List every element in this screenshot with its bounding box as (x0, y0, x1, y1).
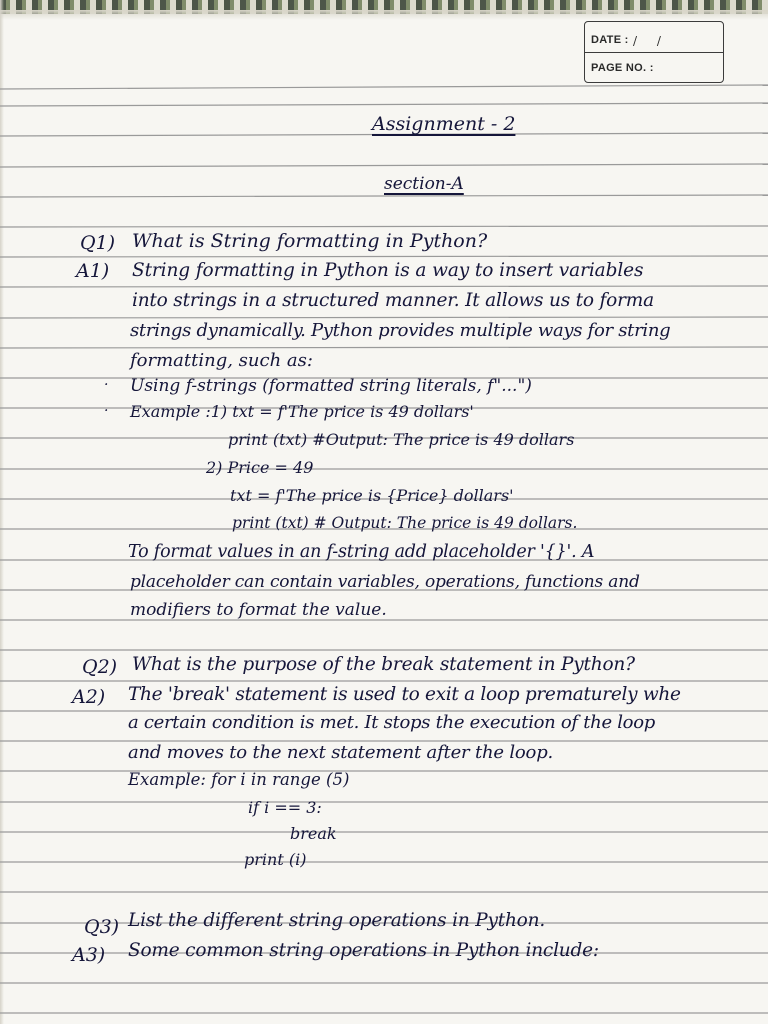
a1-line-3: strings dynamically. Python provides multiple ways for string (130, 320, 671, 341)
q2-label: Q2) (82, 656, 118, 678)
a1-code-3: txt = f'The price is {Price} dollars' (230, 486, 514, 505)
a2-line-3: and moves to the next statement after the loop. (128, 742, 554, 763)
a3-answer: Some common string operations in Python include: (128, 940, 599, 961)
date-page-box (584, 21, 724, 83)
page-number-label: PAGE NO. : (591, 62, 654, 74)
a2-code-2: break (290, 824, 337, 843)
q3-question: List the different string operations in Python. (128, 910, 546, 931)
a1-code-1: print (txt) #Output: The price is 49 dollars (228, 430, 575, 449)
q1-question: What is String formatting in Python? (132, 230, 488, 252)
a1-line-1: String formatting in Python is a way to insert variables (132, 260, 644, 281)
a1-code-4: print (txt) # Output: The price is 49 dollars. (232, 514, 578, 532)
q2-question: What is the purpose of the break statement in Python? (132, 654, 635, 675)
a1-code-2: 2) Price = 49 (206, 458, 314, 477)
meta-divider (585, 52, 723, 53)
a2-line-1: The 'break' statement is used to exit a loop prematurely whe (128, 684, 681, 705)
a1-explain-3: modifiers to format the value. (130, 600, 387, 620)
a2-code-1: if i == 3: (248, 798, 322, 817)
a3-label: A3) (72, 944, 106, 966)
a2-code-3: print (i) (244, 850, 307, 869)
a2-line-2: a certain condition is met. It stops the execution of the loop (128, 712, 655, 733)
assignment-title: Assignment - 2 (372, 113, 516, 135)
a2-label: A2) (72, 686, 106, 708)
a1-explain-2: placeholder can contain variables, operations, functions and (130, 572, 640, 592)
a1-line-2: into strings in a structured manner. It allows us to forma (132, 290, 654, 311)
a2-example: Example: for i in range (5) (128, 770, 350, 789)
section-heading: section-A (384, 174, 464, 194)
a1-line-4: formatting, such as: (130, 350, 313, 371)
a1-label: A1) (76, 260, 110, 282)
a1-example-1: Example :1) txt = f'The price is 49 dollars' (130, 402, 474, 421)
q1-label: Q1) (80, 232, 116, 254)
bullet-dot-1: · (104, 377, 109, 393)
a1-explain-1: To format values in an f-string add placeholder '{}'. A (128, 542, 595, 562)
date-value: / / (633, 34, 669, 48)
a1-bullet-fstrings: Using f-strings (formatted string literals, f"...") (130, 376, 532, 396)
q3-label: Q3) (84, 916, 120, 938)
date-label: DATE : (591, 34, 629, 46)
bullet-dot-2: · (104, 403, 109, 419)
